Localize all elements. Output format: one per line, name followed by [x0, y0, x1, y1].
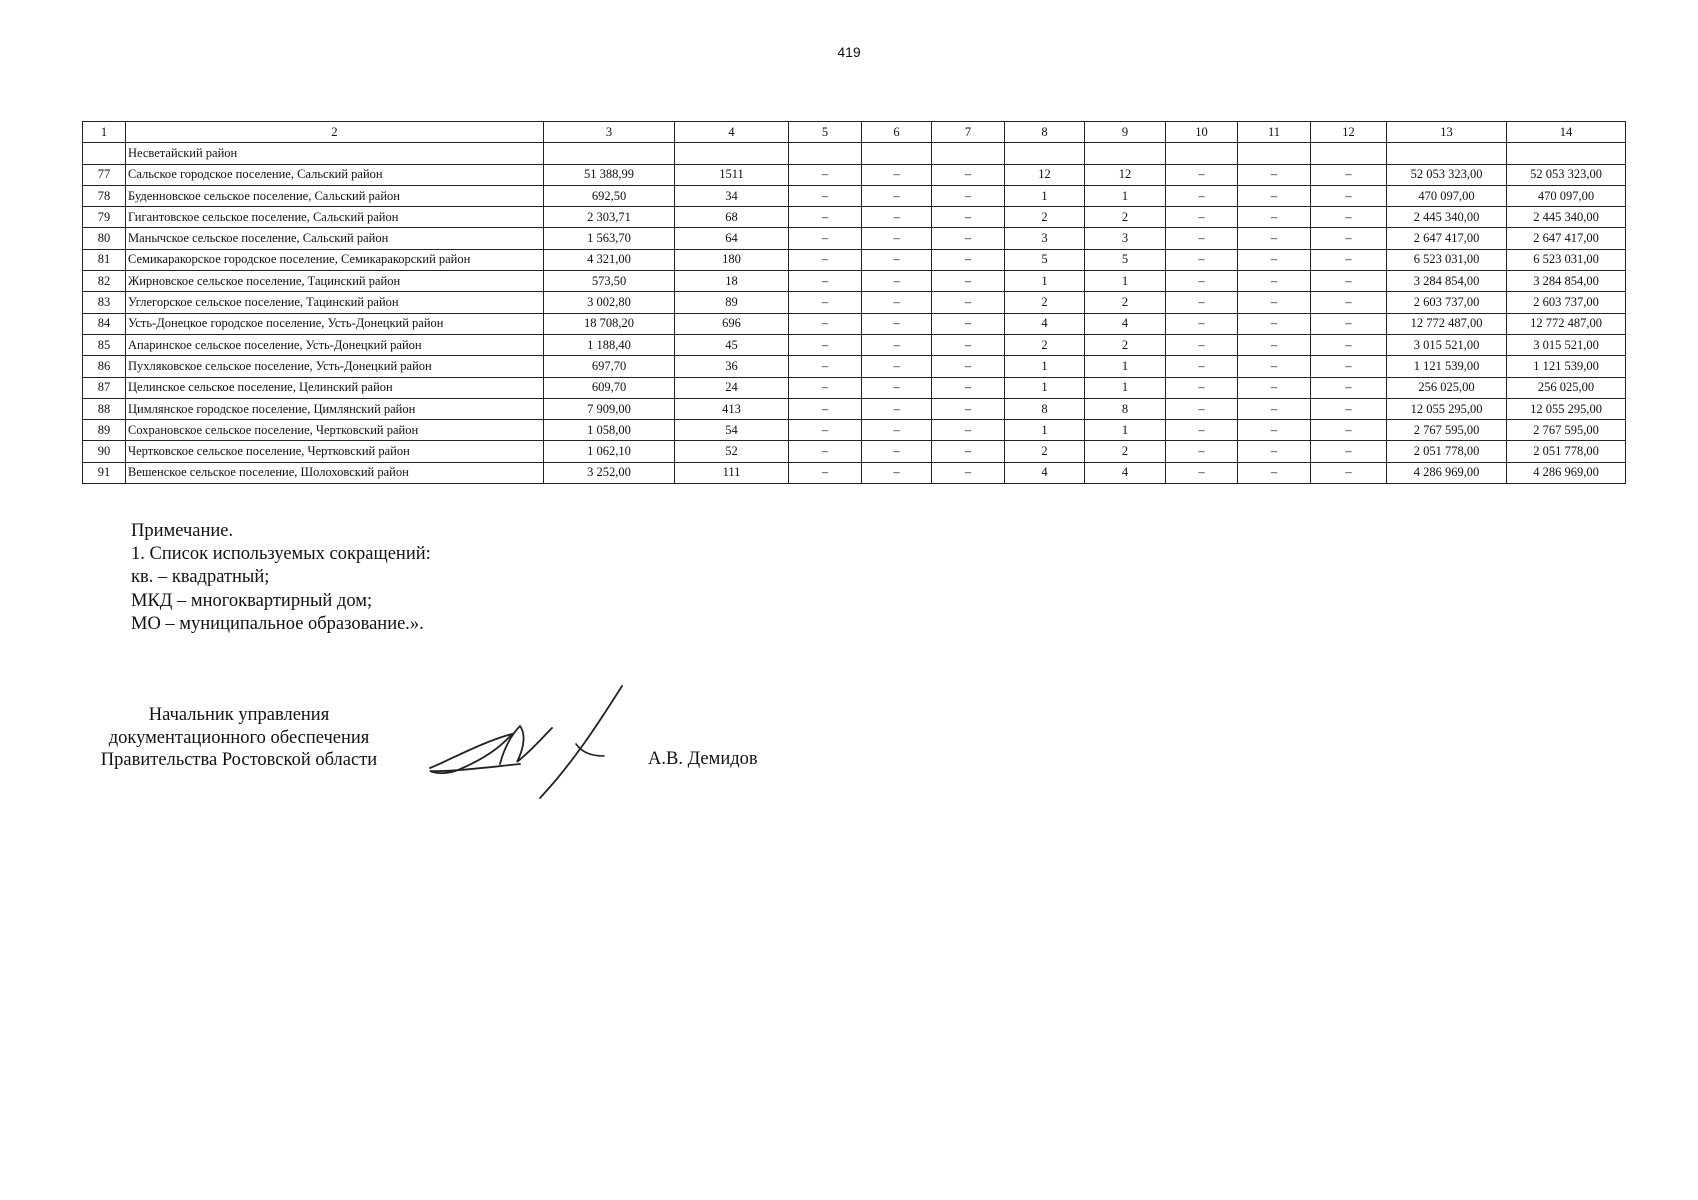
value-cell: – [1166, 207, 1238, 228]
value-cell: 12 [1085, 164, 1166, 185]
value-cell: – [789, 356, 862, 377]
value-cell: 2 [1085, 441, 1166, 462]
value-cell: 51 388,99 [544, 164, 675, 185]
row-number-cell: 89 [83, 420, 126, 441]
signatory-name: А.В. Демидов [648, 749, 758, 769]
value-cell: – [789, 334, 862, 355]
value-cell: – [1238, 462, 1311, 483]
value-cell: 6 523 031,00 [1387, 249, 1507, 270]
value-cell: 3 002,80 [544, 292, 675, 313]
column-number-header: 8 [1005, 122, 1085, 143]
value-cell: 89 [675, 292, 789, 313]
value-cell: 2 767 595,00 [1507, 420, 1626, 441]
value-cell: – [789, 249, 862, 270]
value-cell: 4 [1085, 462, 1166, 483]
value-cell: – [1238, 420, 1311, 441]
value-cell: 68 [675, 207, 789, 228]
column-number-header: 11 [1238, 122, 1311, 143]
data-table [82, 121, 1626, 484]
value-cell: 2 445 340,00 [1387, 207, 1507, 228]
value-cell: 2 [1005, 334, 1085, 355]
value-cell: 1 058,00 [544, 420, 675, 441]
value-cell: 52 053 323,00 [1387, 164, 1507, 185]
value-cell: 2 [1005, 441, 1085, 462]
section-row [83, 143, 1626, 164]
value-cell: – [1311, 164, 1387, 185]
value-cell: 470 097,00 [1507, 185, 1626, 206]
value-cell: – [1311, 313, 1387, 334]
value-cell: – [1166, 185, 1238, 206]
note-line: 1. Список используемых сокращений: [131, 544, 431, 565]
table-row [83, 398, 1626, 419]
value-cell: 1 062,10 [544, 441, 675, 462]
value-cell: 4 [1085, 313, 1166, 334]
table-row [83, 377, 1626, 398]
value-cell: – [1238, 207, 1311, 228]
value-cell: – [932, 164, 1005, 185]
value-cell: – [1166, 377, 1238, 398]
column-number-header: 3 [544, 122, 675, 143]
empty-cell [544, 143, 675, 164]
table-header-row [83, 122, 1626, 143]
note-block [131, 520, 431, 636]
value-cell: – [1311, 377, 1387, 398]
value-cell: 2 603 737,00 [1387, 292, 1507, 313]
value-cell: – [862, 462, 932, 483]
value-cell: – [862, 441, 932, 462]
value-cell: – [1238, 398, 1311, 419]
value-cell: 1 [1005, 377, 1085, 398]
value-cell: – [1311, 207, 1387, 228]
value-cell: – [789, 420, 862, 441]
value-cell: 7 909,00 [544, 398, 675, 419]
settlement-name-cell: Пухляковское сельское поселение, Усть-Донецкий район [126, 356, 544, 377]
table-row [83, 356, 1626, 377]
row-number-cell: 91 [83, 462, 126, 483]
value-cell: 1 [1005, 356, 1085, 377]
value-cell: 256 025,00 [1507, 377, 1626, 398]
settlement-name-cell: Углегорское сельское поселение, Тацинский район [126, 292, 544, 313]
value-cell: – [932, 420, 1005, 441]
settlement-name-cell: Жирновское сельское поселение, Тацинский район [126, 271, 544, 292]
settlement-name-cell: Усть-Донецкое городское поселение, Усть-Донецкий район [126, 313, 544, 334]
value-cell: 2 445 340,00 [1507, 207, 1626, 228]
value-cell: 5 [1005, 249, 1085, 270]
value-cell: – [1311, 334, 1387, 355]
position-line: документационного обеспечения [108, 727, 370, 748]
value-cell: – [862, 228, 932, 249]
value-cell: 1 [1005, 271, 1085, 292]
value-cell: – [932, 313, 1005, 334]
value-cell: 1 [1005, 420, 1085, 441]
column-number-header: 12 [1311, 122, 1387, 143]
value-cell: 1 [1085, 420, 1166, 441]
row-number-cell: 83 [83, 292, 126, 313]
value-cell: – [1311, 185, 1387, 206]
value-cell: – [932, 249, 1005, 270]
row-number-cell: 81 [83, 249, 126, 270]
empty-cell [1507, 143, 1626, 164]
column-number-header: 6 [862, 122, 932, 143]
value-cell: – [1166, 271, 1238, 292]
table-row [83, 185, 1626, 206]
column-number-header: 9 [1085, 122, 1166, 143]
table-body [83, 122, 1626, 484]
value-cell: 696 [675, 313, 789, 334]
value-cell: – [862, 207, 932, 228]
settlement-name-cell: Буденновское сельское поселение, Сальский район [126, 185, 544, 206]
settlement-name-cell: Целинское сельское поселение, Целинский район [126, 377, 544, 398]
value-cell: – [1166, 334, 1238, 355]
value-cell: 3 284 854,00 [1507, 271, 1626, 292]
value-cell: 4 286 969,00 [1507, 462, 1626, 483]
value-cell: 3 [1005, 228, 1085, 249]
value-cell: – [1166, 228, 1238, 249]
note-line: МКД – многоквартирный дом; [131, 590, 373, 611]
table-row [83, 164, 1626, 185]
value-cell: 4 321,00 [544, 249, 675, 270]
value-cell: 609,70 [544, 377, 675, 398]
row-number-cell: 86 [83, 356, 126, 377]
value-cell: 8 [1005, 398, 1085, 419]
settlement-name-cell: Сальское городское поселение, Сальский район [126, 164, 544, 185]
value-cell: 2 647 417,00 [1507, 228, 1626, 249]
empty-cell [1238, 143, 1311, 164]
value-cell: – [1311, 441, 1387, 462]
value-cell: – [932, 334, 1005, 355]
note-line: МО – муниципальное образование.». [131, 613, 424, 634]
value-cell: 3 284 854,00 [1387, 271, 1507, 292]
value-cell: – [1166, 249, 1238, 270]
value-cell: – [1166, 292, 1238, 313]
settlement-name-cell: Семикаракорское городское поселение, Семикаракорский район [126, 249, 544, 270]
value-cell: 2 [1005, 292, 1085, 313]
value-cell: – [932, 228, 1005, 249]
empty-cell [83, 143, 126, 164]
value-cell: – [862, 398, 932, 419]
empty-cell [789, 143, 862, 164]
column-number-header: 2 [126, 122, 544, 143]
value-cell: 692,50 [544, 185, 675, 206]
settlement-name-cell: Апаринское сельское поселение, Усть-Донецкий район [126, 334, 544, 355]
table-row [83, 249, 1626, 270]
settlement-name-cell: Сохрановское сельское поселение, Чертковский район [126, 420, 544, 441]
value-cell: 2 [1085, 334, 1166, 355]
value-cell: 18 708,20 [544, 313, 675, 334]
empty-cell [932, 143, 1005, 164]
value-cell: – [932, 356, 1005, 377]
value-cell: – [932, 207, 1005, 228]
row-number-cell: 79 [83, 207, 126, 228]
value-cell: 1 121 539,00 [1387, 356, 1507, 377]
value-cell: – [1166, 462, 1238, 483]
table-row [83, 334, 1626, 355]
row-number-cell: 88 [83, 398, 126, 419]
value-cell: – [932, 185, 1005, 206]
value-cell: 18 [675, 271, 789, 292]
value-cell: – [789, 164, 862, 185]
value-cell: 54 [675, 420, 789, 441]
value-cell: – [862, 271, 932, 292]
row-number-cell: 85 [83, 334, 126, 355]
value-cell: 2 767 595,00 [1387, 420, 1507, 441]
value-cell: – [1311, 271, 1387, 292]
value-cell: 45 [675, 334, 789, 355]
value-cell: – [789, 228, 862, 249]
value-cell: 2 051 778,00 [1387, 441, 1507, 462]
value-cell: – [789, 185, 862, 206]
value-cell: 697,70 [544, 356, 675, 377]
value-cell: 1 121 539,00 [1507, 356, 1626, 377]
value-cell: 4 [1005, 462, 1085, 483]
value-cell: 12 [1005, 164, 1085, 185]
value-cell: – [862, 377, 932, 398]
value-cell: 2 [1085, 207, 1166, 228]
value-cell: 24 [675, 377, 789, 398]
value-cell: 1511 [675, 164, 789, 185]
value-cell: 3 015 521,00 [1387, 334, 1507, 355]
value-cell: – [1311, 356, 1387, 377]
settlement-name-cell: Гигантовское сельское поселение, Сальский район [126, 207, 544, 228]
position-line: Начальник управления [148, 705, 330, 725]
value-cell: – [932, 292, 1005, 313]
settlement-name-cell: Манычское сельское поселение, Сальский район [126, 228, 544, 249]
row-number-cell: 84 [83, 313, 126, 334]
row-number-cell: 87 [83, 377, 126, 398]
value-cell: – [1311, 398, 1387, 419]
settlement-name-cell: Чертковское сельское поселение, Чертковский район [126, 441, 544, 462]
value-cell: – [862, 313, 932, 334]
value-cell: 3 [1085, 228, 1166, 249]
table-row [83, 313, 1626, 334]
handwritten-signature [420, 682, 630, 802]
table-row [83, 271, 1626, 292]
value-cell: – [862, 249, 932, 270]
empty-cell [1085, 143, 1166, 164]
row-number-cell: 78 [83, 185, 126, 206]
value-cell: 6 523 031,00 [1507, 249, 1626, 270]
value-cell: – [932, 441, 1005, 462]
value-cell: 12 772 487,00 [1507, 313, 1626, 334]
value-cell: 2 [1085, 292, 1166, 313]
column-number-header: 10 [1166, 122, 1238, 143]
value-cell: – [1238, 441, 1311, 462]
value-cell: 1 [1085, 271, 1166, 292]
value-cell: 12 055 295,00 [1387, 398, 1507, 419]
value-cell: – [1166, 398, 1238, 419]
value-cell: 12 055 295,00 [1507, 398, 1626, 419]
value-cell: 2 303,71 [544, 207, 675, 228]
column-number-header: 4 [675, 122, 789, 143]
value-cell: – [932, 462, 1005, 483]
table-row [83, 420, 1626, 441]
value-cell: 34 [675, 185, 789, 206]
empty-cell [675, 143, 789, 164]
value-cell: 1 [1085, 356, 1166, 377]
value-cell: 180 [675, 249, 789, 270]
value-cell: 1 [1005, 185, 1085, 206]
value-cell: – [789, 313, 862, 334]
value-cell: 413 [675, 398, 789, 419]
value-cell: – [1238, 228, 1311, 249]
value-cell: – [789, 377, 862, 398]
row-number-cell: 80 [83, 228, 126, 249]
table-row [83, 441, 1626, 462]
value-cell: – [789, 441, 862, 462]
value-cell: – [1238, 334, 1311, 355]
value-cell: 5 [1085, 249, 1166, 270]
value-cell: – [1166, 420, 1238, 441]
value-cell: – [862, 420, 932, 441]
value-cell: – [1238, 356, 1311, 377]
value-cell: 3 252,00 [544, 462, 675, 483]
value-cell: – [1238, 271, 1311, 292]
value-cell: 2 603 737,00 [1507, 292, 1626, 313]
value-cell: – [1311, 420, 1387, 441]
value-cell: – [789, 292, 862, 313]
table-row [83, 292, 1626, 313]
value-cell: – [1238, 292, 1311, 313]
value-cell: – [1166, 356, 1238, 377]
value-cell: – [862, 164, 932, 185]
value-cell: 4 [1005, 313, 1085, 334]
position-line: Правительства Ростовской области [100, 750, 378, 770]
value-cell: – [1238, 164, 1311, 185]
row-number-cell: 77 [83, 164, 126, 185]
value-cell: 1 [1085, 185, 1166, 206]
value-cell: 2 [1005, 207, 1085, 228]
value-cell: 470 097,00 [1387, 185, 1507, 206]
value-cell: – [789, 271, 862, 292]
value-cell: 256 025,00 [1387, 377, 1507, 398]
table-row [83, 228, 1626, 249]
column-number-header: 13 [1387, 122, 1507, 143]
empty-cell [862, 143, 932, 164]
value-cell: – [1311, 292, 1387, 313]
value-cell: – [789, 398, 862, 419]
value-cell: 52 053 323,00 [1507, 164, 1626, 185]
table-row [83, 462, 1626, 483]
value-cell: – [862, 185, 932, 206]
value-cell: – [1238, 185, 1311, 206]
table-row [83, 207, 1626, 228]
value-cell: 4 286 969,00 [1387, 462, 1507, 483]
page-number: 419 [837, 44, 861, 60]
value-cell: 1 563,70 [544, 228, 675, 249]
note-title: Примечание. [131, 521, 234, 541]
settlement-name-cell: Цимлянское городское поселение, Цимлянский район [126, 398, 544, 419]
settlement-name-cell: Вешенское сельское поселение, Шолоховский район [126, 462, 544, 483]
value-cell: 1 188,40 [544, 334, 675, 355]
value-cell: 2 647 417,00 [1387, 228, 1507, 249]
value-cell: 8 [1085, 398, 1166, 419]
value-cell: – [862, 334, 932, 355]
value-cell: – [1311, 462, 1387, 483]
value-cell: – [862, 356, 932, 377]
value-cell: – [1166, 313, 1238, 334]
value-cell: 52 [675, 441, 789, 462]
value-cell: – [1311, 249, 1387, 270]
value-cell: 36 [675, 356, 789, 377]
value-cell: 3 015 521,00 [1507, 334, 1626, 355]
note-line: кв. – квадратный; [131, 567, 270, 588]
section-title: Несветайский район [126, 143, 544, 164]
empty-cell [1311, 143, 1387, 164]
value-cell: – [1166, 441, 1238, 462]
row-number-cell: 82 [83, 271, 126, 292]
signatory-position [80, 704, 398, 772]
value-cell: – [789, 207, 862, 228]
value-cell: – [789, 462, 862, 483]
value-cell: – [1166, 164, 1238, 185]
value-cell: – [1238, 377, 1311, 398]
empty-cell [1005, 143, 1085, 164]
value-cell: 573,50 [544, 271, 675, 292]
column-number-header: 1 [83, 122, 126, 143]
value-cell: 1 [1085, 377, 1166, 398]
value-cell: 2 051 778,00 [1507, 441, 1626, 462]
column-number-header: 14 [1507, 122, 1626, 143]
value-cell: – [1238, 249, 1311, 270]
empty-cell [1387, 143, 1507, 164]
row-number-cell: 90 [83, 441, 126, 462]
value-cell: – [1238, 313, 1311, 334]
value-cell: 111 [675, 462, 789, 483]
value-cell: – [862, 292, 932, 313]
value-cell: – [932, 398, 1005, 419]
value-cell: 64 [675, 228, 789, 249]
column-number-header: 7 [932, 122, 1005, 143]
value-cell: – [932, 377, 1005, 398]
column-number-header: 5 [789, 122, 862, 143]
value-cell: – [1311, 228, 1387, 249]
value-cell: 12 772 487,00 [1387, 313, 1507, 334]
empty-cell [1166, 143, 1238, 164]
value-cell: – [932, 271, 1005, 292]
